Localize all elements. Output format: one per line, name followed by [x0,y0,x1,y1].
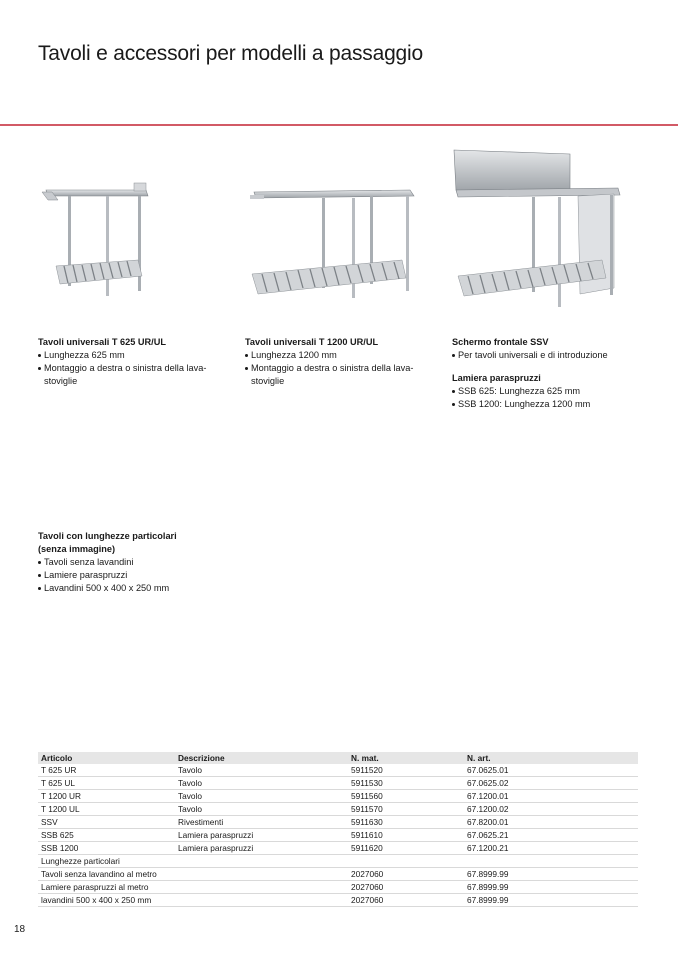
cell-articolo: SSB 1200 [38,842,175,855]
product-bullet: Lunghezza 625 mm [38,349,228,362]
table-row [38,842,638,855]
special-bullet: Lavandini 500 x 400 x 250 mm [38,582,238,595]
cell-descrizione: Rivestimenti [175,816,348,829]
header-descrizione: Descrizione [175,752,348,764]
articles-table [38,752,638,907]
page-title: Tavoli e accessori per modelli a passaggio [38,42,423,66]
cell-articolo: SSB 625 [38,829,175,842]
cell-n-art: 67.8999.99 [464,868,638,881]
cell-n-mat: 5911520 [348,764,464,777]
section-divider [0,124,678,126]
table-t1200-image [248,182,418,312]
cell-n-art [464,855,638,868]
table-row [38,829,638,842]
cell-n-art: 67.1200.01 [464,790,638,803]
table-row [38,894,638,907]
cell-n-mat: 5911620 [348,842,464,855]
cell-articolo: T 625 UL [38,777,175,790]
product-t625 [38,336,228,388]
cell-n-art: 67.1200.02 [464,803,638,816]
cell-n-mat: 2027060 [348,868,464,881]
product-bullet: Lunghezza 1200 mm [245,349,435,362]
table-row [38,868,638,881]
cell-descrizione [175,855,348,868]
table-header-row [38,752,638,764]
cell-articolo: T 1200 UL [38,803,175,816]
header-n-mat: N. mat. [348,752,464,764]
cell-n-art: 67.0625.21 [464,829,638,842]
cell-articolo: Lunghezze particolari [38,855,175,868]
product-bullet: Per tavoli universali e di introduzione [452,349,652,362]
cell-n-art: 67.0625.02 [464,777,638,790]
table-t625-image [38,180,153,305]
cell-n-mat: 5911530 [348,777,464,790]
product-bullet: SSB 1200: Lunghezza 1200 mm [452,398,652,411]
table-row [38,764,638,777]
special-subtitle: (senza immagine) [38,544,116,554]
cell-n-mat: 2027060 [348,894,464,907]
cell-descrizione: Tavolo [175,777,348,790]
cell-n-art: 67.1200.21 [464,842,638,855]
cell-articolo: Tavoli senza lavandino al metro [38,868,175,881]
cell-articolo: T 625 UR [38,764,175,777]
product-t1200 [245,336,435,388]
special-title: Tavoli con lunghezze particolari [38,531,177,541]
product-bullet: Montaggio a destra o sinistra della lava-stoviglie [245,362,435,388]
cell-descrizione: Lamiera paraspruzzi [175,829,348,842]
table-row [38,816,638,829]
cell-articolo: SSV [38,816,175,829]
product-bullet: Montaggio a destra o sinistra della lava-stoviglie [38,362,228,388]
product-title: Tavoli universali T 625 UR/UL [38,337,166,347]
product-ssv [452,336,652,411]
cell-n-art: 67.0625.01 [464,764,638,777]
special-bullet: Lamiere paraspruzzi [38,569,238,582]
front-screen-ssv-image [452,148,622,313]
cell-n-art: 67.8999.99 [464,894,638,907]
cell-descrizione [175,868,348,881]
cell-articolo: lavandini 500 x 400 x 250 mm [38,894,175,907]
header-articolo: Articolo [38,752,175,764]
product-bullet: SSB 625: Lunghezza 625 mm [452,385,652,398]
cell-articolo: Lamiere paraspruzzi al metro [38,881,175,894]
product-title: Tavoli universali T 1200 UR/UL [245,337,379,347]
cell-descrizione [175,881,348,894]
cell-descrizione [175,894,348,907]
cell-descrizione: Tavolo [175,803,348,816]
cell-n-mat: 2027060 [348,881,464,894]
table-row [38,855,638,868]
product-title: Schermo frontale SSV [452,337,549,347]
product-subtitle: Lamiera paraspruzzi [452,373,541,383]
cell-n-mat [348,855,464,868]
cell-n-mat: 5911570 [348,803,464,816]
cell-descrizione: Tavolo [175,764,348,777]
cell-n-art: 67.8200.01 [464,816,638,829]
cell-n-mat: 5911630 [348,816,464,829]
cell-n-art: 67.8999.99 [464,881,638,894]
cell-n-mat: 5911610 [348,829,464,842]
table-row [38,790,638,803]
page-number: 18 [14,924,26,935]
special-lengths [38,530,238,595]
table-row [38,881,638,894]
cell-descrizione: Tavolo [175,790,348,803]
table-row [38,777,638,790]
header-n-art: N. art. [464,752,638,764]
table-row [38,803,638,816]
cell-articolo: T 1200 UR [38,790,175,803]
cell-n-mat: 5911560 [348,790,464,803]
cell-descrizione: Lamiera paraspruzzi [175,842,348,855]
special-bullet: Tavoli senza lavandini [38,556,238,569]
